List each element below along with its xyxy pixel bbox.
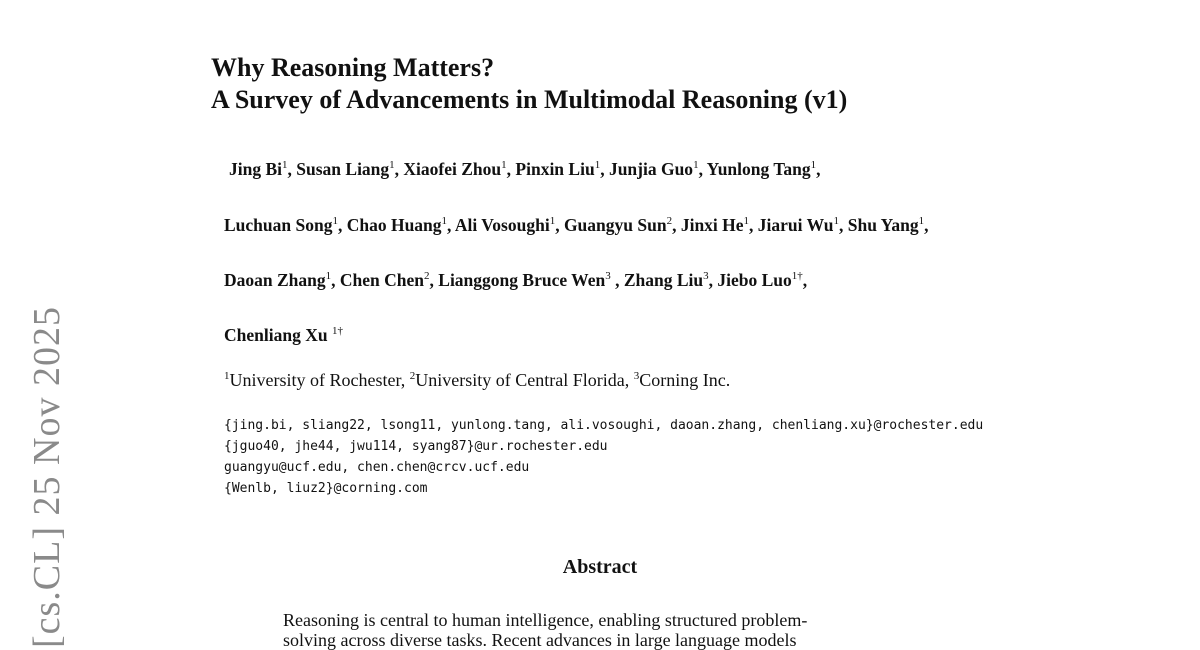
email-list	[224, 415, 983, 499]
author-name: Ali Vosoughi	[454, 215, 550, 235]
author-name: Chen Chen	[339, 270, 425, 290]
author-separator: ,	[802, 270, 808, 290]
author-name: Pinxin Liu	[515, 159, 595, 179]
paper-title-line-1: Why Reasoning Matters?	[211, 53, 495, 82]
affiliation-name: University of Rochester	[229, 370, 401, 390]
author-name: Jinxi He	[680, 215, 744, 235]
author-affiliation-mark: 3	[703, 270, 709, 282]
author-line	[224, 324, 343, 346]
author-name: Zhang Liu	[623, 270, 704, 290]
author-name: Daoan Zhang	[224, 270, 326, 290]
author-affiliation-mark: 1	[743, 215, 750, 227]
author-separator: ,	[331, 270, 340, 290]
author-name: Jing Bi	[229, 159, 283, 179]
author-separator: ,	[394, 159, 404, 179]
abstract-text	[283, 610, 933, 650]
author-affiliation-mark: 1†	[331, 325, 343, 337]
author-separator: ,	[816, 159, 821, 179]
email-line: guangyu@ucf.edu, chen.chen@crcv.ucf.edu	[224, 460, 530, 475]
author-line	[224, 214, 928, 236]
abstract-line: Reasoning is central to human intelligence, enabling structured problem-	[283, 610, 808, 630]
affiliation-mark: 3	[633, 370, 640, 382]
email-line: {Wenlb, liuz2}@corning.com	[224, 481, 428, 496]
author-affiliation-mark: 2	[424, 270, 430, 282]
author-affiliation-mark: 1	[332, 215, 338, 227]
author-separator: ,	[555, 215, 564, 235]
author-line	[229, 158, 821, 180]
author-separator: ,	[600, 159, 609, 179]
author-affiliation-mark: 1	[549, 215, 556, 227]
author-separator: ,	[610, 270, 624, 290]
author-name: Yunlong Tang	[706, 159, 811, 179]
author-name: Chao Huang	[346, 215, 442, 235]
paper-title-line-2: A Survey of Advancements in Multimodal Reasoning (v1)	[211, 85, 848, 114]
affiliation-mark: 1	[224, 370, 230, 382]
author-name: Jiebo Luo	[717, 270, 792, 290]
author-affiliation-mark: 1	[501, 159, 507, 171]
author-affiliation-mark: 1	[282, 159, 288, 171]
author-line	[224, 269, 807, 291]
author-affiliation-mark: 1†	[791, 270, 803, 282]
affiliation-name: Corning Inc.	[639, 370, 731, 390]
author-separator: ,	[506, 159, 516, 179]
author-affiliation-mark: 1	[325, 270, 332, 282]
author-name: Susan Liang	[296, 159, 390, 179]
author-separator: ,	[698, 159, 707, 179]
author-affiliation-mark: 1	[389, 159, 395, 171]
author-separator: ,	[672, 215, 681, 235]
author-affiliation-mark: 1	[441, 215, 448, 227]
author-affiliation-mark: 1	[918, 215, 925, 227]
affiliation-separator: ,	[624, 370, 634, 390]
author-name: Chenliang Xu	[224, 325, 332, 345]
author-separator: ,	[337, 215, 347, 235]
author-separator: ,	[429, 270, 439, 290]
affiliation-separator: ,	[400, 370, 410, 390]
author-separator: ,	[447, 215, 455, 235]
author-name: Shu Yang	[847, 215, 919, 235]
author-separator: ,	[749, 215, 758, 235]
email-line: {jguo40, jhe44, jwu114, syang87}@ur.rochester.edu	[224, 439, 608, 454]
author-affiliation-mark: 1	[833, 215, 839, 227]
author-affiliation-mark: 1	[810, 159, 817, 171]
affiliations	[224, 369, 730, 391]
author-separator: ,	[924, 215, 929, 235]
author-name: Junjia Guo	[608, 159, 694, 179]
email-line: {jing.bi, sliang22, lsong11, yunlong.tang, ali.vosoughi, daoan.zhang, chenliang.xu}@rochester.edu	[224, 418, 984, 433]
author-affiliation-mark: 2	[666, 215, 673, 227]
author-name: Luchuan Song	[224, 215, 333, 235]
author-separator: ,	[708, 270, 718, 290]
abstract-line: solving across diverse tasks. Recent advances in large language models	[283, 630, 797, 650]
author-name: Lianggong Bruce Wen	[438, 270, 606, 290]
author-separator: ,	[287, 159, 297, 179]
author-name: Jiarui Wu	[757, 215, 834, 235]
author-affiliation-mark: 3	[605, 270, 611, 282]
affiliation-name: University of Central Florida	[415, 370, 625, 390]
author-affiliation-mark: 1	[594, 159, 601, 171]
author-name: Guangyu Sun	[563, 215, 667, 235]
author-affiliation-mark: 1	[693, 159, 699, 171]
author-separator: ,	[839, 215, 848, 235]
abstract-heading: Abstract	[562, 556, 638, 578]
author-name: Xiaofei Zhou	[403, 159, 502, 179]
affiliation-mark: 2	[409, 370, 416, 382]
arxiv-stamp: [cs.CL] 25 Nov 2025	[26, 306, 68, 648]
